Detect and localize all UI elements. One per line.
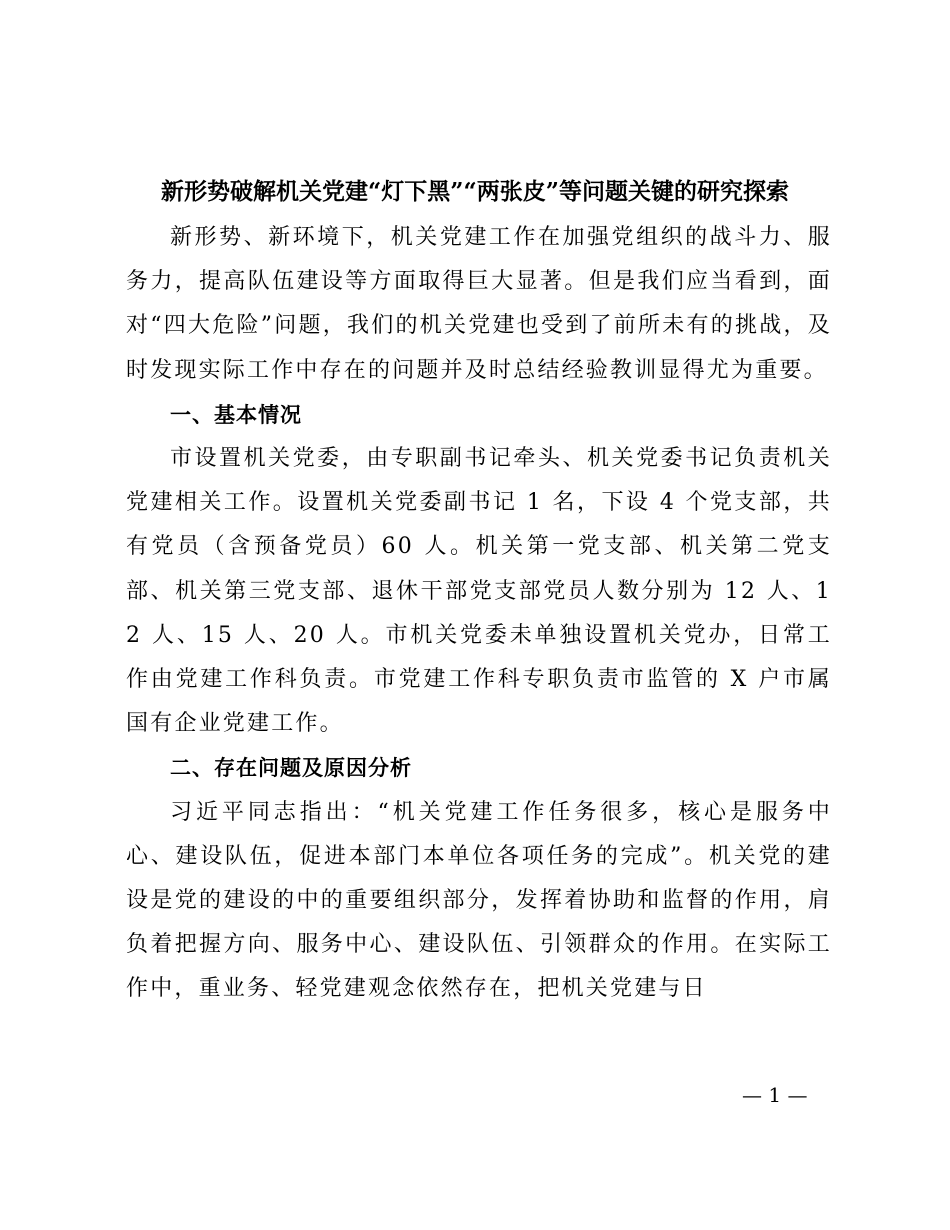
intro-paragraph: 新形势、新环境下，机关党建工作在加强党组织的战斗力、服务力，提高队伍建设等方面取得巨大显著。但是我们应当看到，面对“四大危险”问题，我们的机关党建也受到了前所未有的挑战，及时发现实际工作中存在的问题并及时总结经验教训显得尤为重要。 — [126, 225, 832, 383]
page-number: — 1 — — [742, 1083, 808, 1107]
document-title: 新形势破解机关党建“灯下黑”“两张皮”等问题关键的研究探索 — [161, 178, 789, 205]
section-paragraph-problems-analysis: 习近平同志指出：“机关党建工作任务很多，核心是服务中心、建设队伍，促进本部门本单位各项任务的完成”。机关党的建设是党的建设的中的重要组织部分，发挥着协助和监督的作用，肩负着把握方向、服务中心、建设队伍、引领群众的作用。在实际工作中，重业务、轻党建观念依然存在，把机关党建与日 — [126, 799, 832, 1002]
section-heading-basic-situation: 一、基本情况 — [170, 402, 302, 427]
section-paragraph-basic-situation: 市设置机关党委，由专职副书记牵头、机关党委书记负责机关党建相关工作。设置机关党委副书记 1 名，下设 4 个党支部，共有党员（含预备党员）60 人。机关第一党支部、机关第二党支部、机关第三党支部、退休干部党支部党员人数分别为 12 人、12 人、15 人、20 人。市机关党委未单独设置机关党办，日常工作由党建工作科负责。市党建工作科专职负责市监管的 X 户市属国有企业党建工作。 — [126, 446, 832, 737]
section-heading-problems-analysis: 二、存在问题及原因分析 — [170, 756, 412, 781]
document-body — [126, 216, 832, 1012]
